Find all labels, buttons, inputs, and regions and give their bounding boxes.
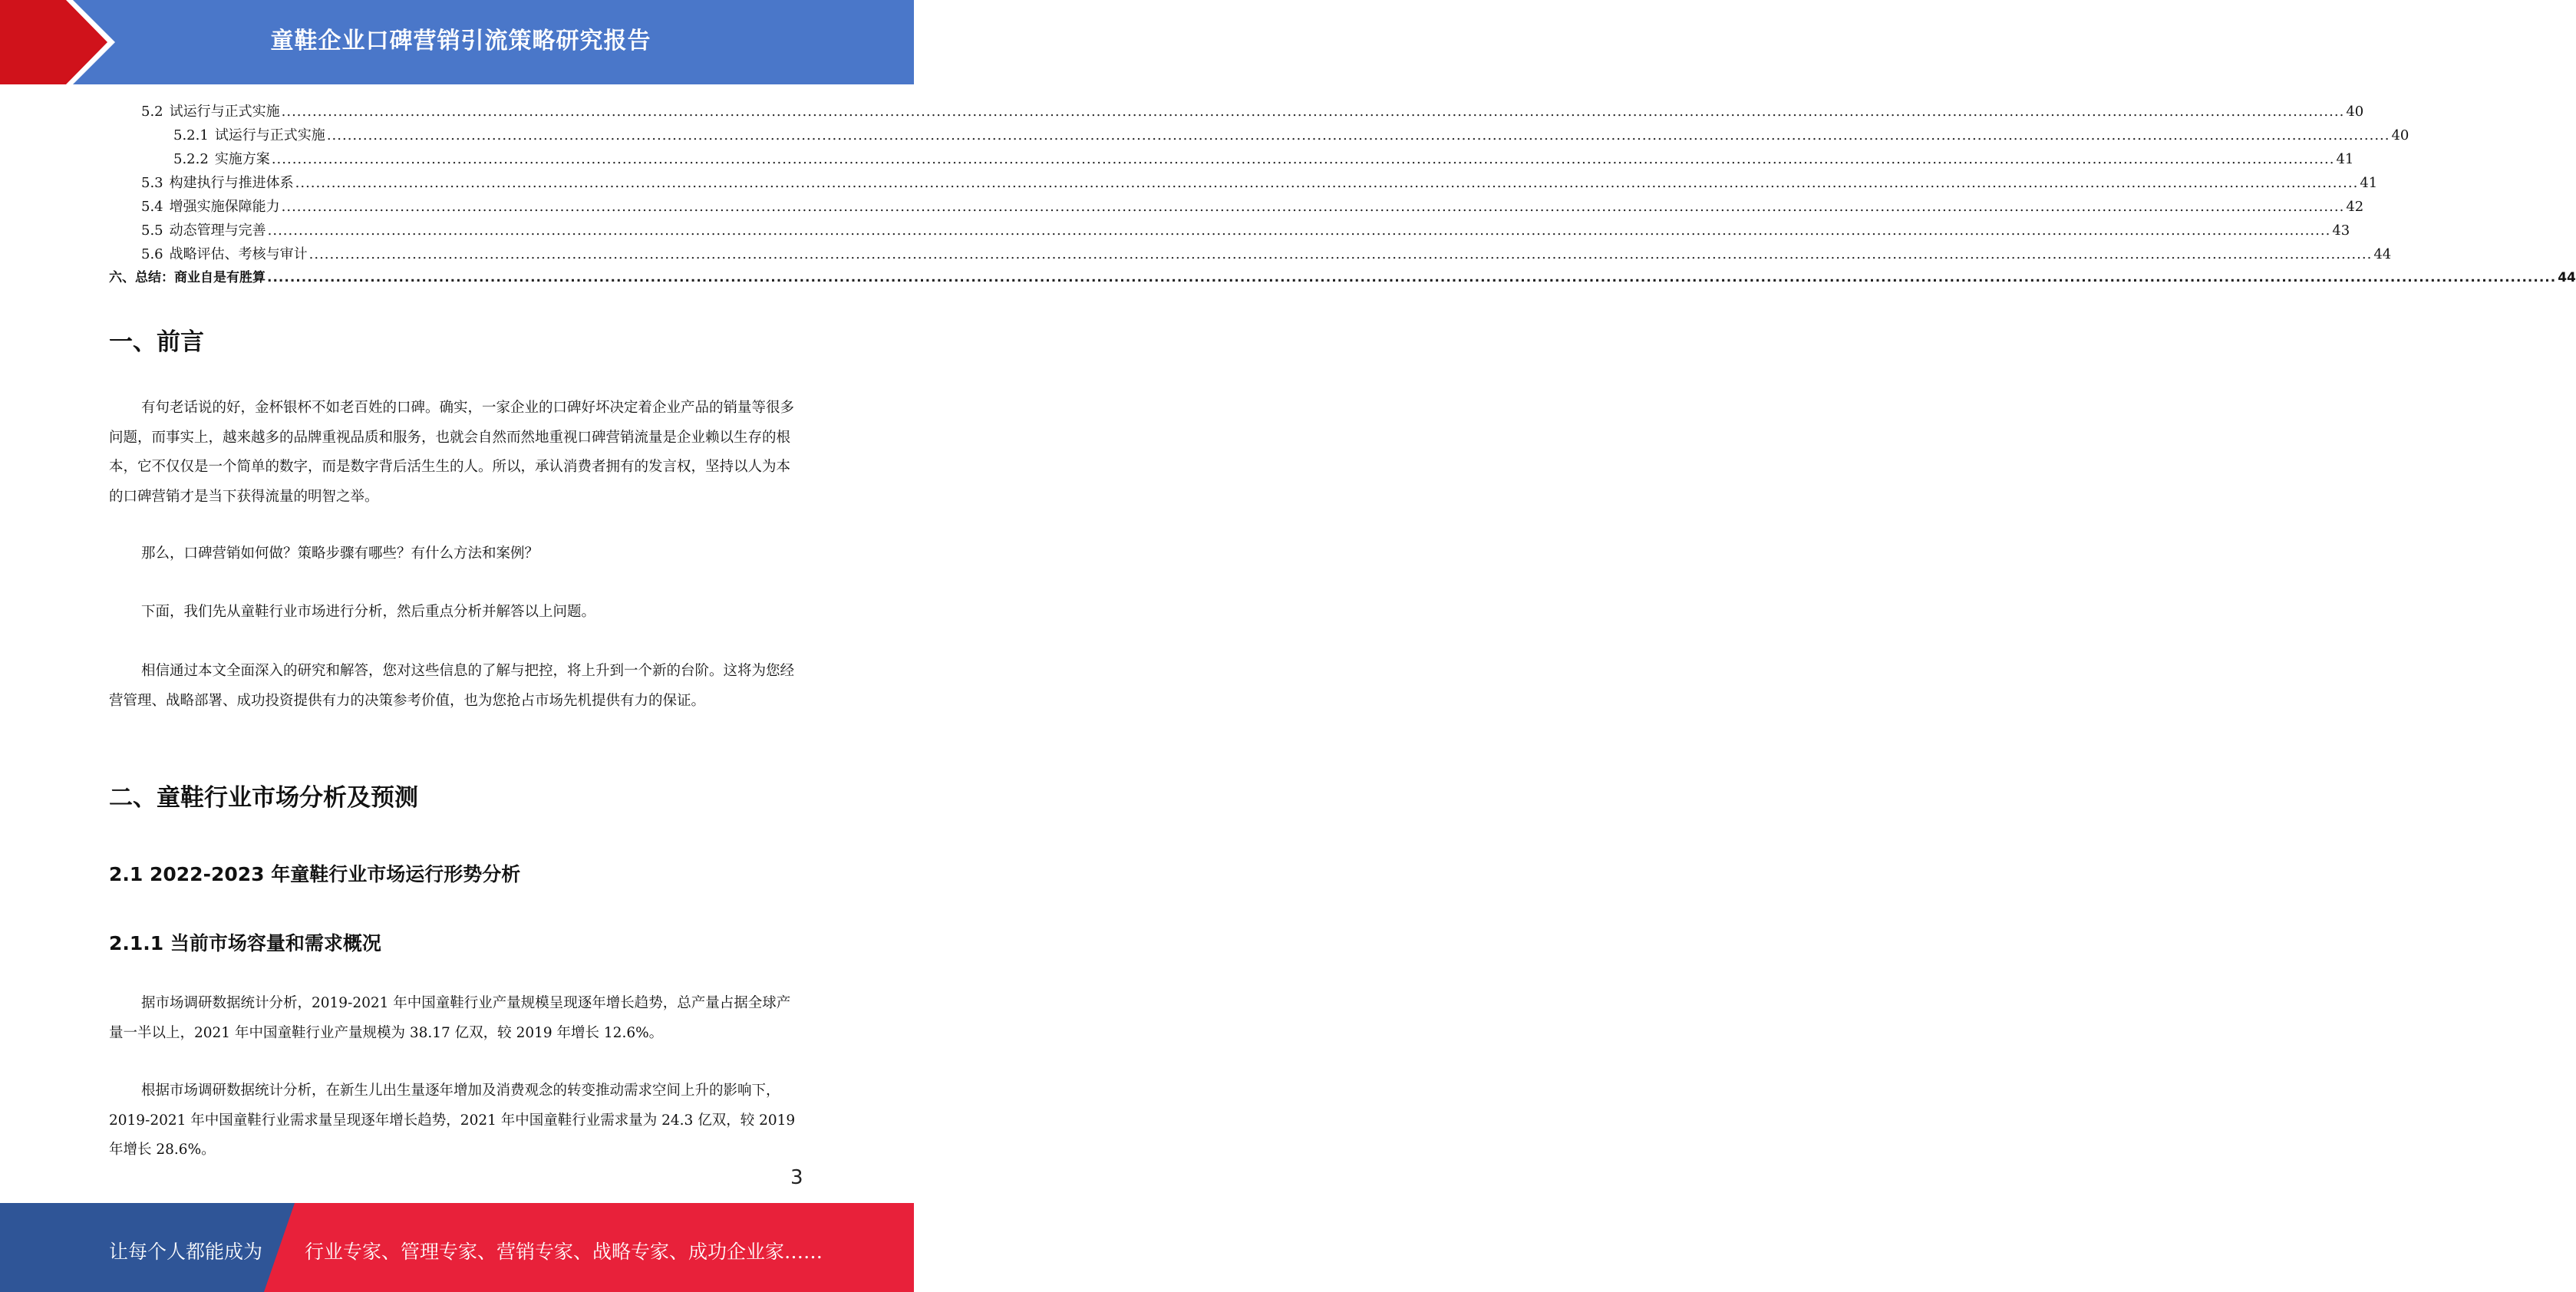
toc-entry-title: 六、总结：商业自是有胜算 [109, 270, 266, 285]
toc-leader-dots: ................................................................................................................................................................................................................................................................................................................................................................................................................ [326, 127, 2390, 143]
toc-entry-number: 5.6 [141, 246, 163, 262]
subsection-heading: 2.1 2022-2023 年童鞋行业市场运行形势分析 [109, 863, 521, 885]
page-header [0, 0, 914, 84]
toc-entry[interactable] [109, 100, 2364, 124]
toc-leader-dots: ................................................................................................................................................................................................................................................................................................................................................................................................................ [271, 151, 2335, 167]
toc-entry[interactable] [109, 195, 2364, 219]
toc-leader-dots: ................................................................................................................................................................................................................................................................................................................................................................................................................ [281, 104, 2345, 120]
toc-entry[interactable] [109, 266, 2576, 290]
toc-entry-page: 40 [2391, 127, 2409, 143]
toc-entry-number: 5.3 [141, 175, 163, 191]
toc-entry-title: 实施方案 [214, 151, 270, 167]
toc-entry[interactable] [109, 171, 2378, 195]
paragraph: 根据市场调研数据统计分析，在新生儿出生量逐年增加及消费观念的转变推动需求空间上升的影响下，2019-2021 年中国童鞋行业需求量呈现逐年增长趋势，2021 年中国童鞋行业需求量为 24.3 亿双，较 2019 年增长 28.6%。 [109, 1083, 796, 1158]
toc-leader-dots: ................................................................................................................................................................................................................................................................................................................................................................................................................ [267, 270, 2557, 285]
footer-slogan-left: 让每个人都能成为 [109, 1241, 263, 1263]
toc-entry-number: 5.4 [141, 199, 163, 215]
paragraph: 有句老话说的好，金杯银杯不如老百姓的口碑。确实，一家企业的口碑好坏决定着企业产品的销量等很多问题，而事实上，越来越多的品牌重视品质和服务，也就会自然而然地重视口碑营销流量是企业赖以生存的根本，它不仅仅是一个简单的数字，而是数字背后活生生的人。所以，承认消费者拥有的发言权，坚持以人为本的口碑营销才是当下获得流量的明智之举。 [109, 400, 795, 505]
toc-entry-number: 5.2.1 [173, 127, 209, 143]
paragraph: 下面，我们先从童鞋行业市场进行分析，然后重点分析并解答以上问题。 [141, 604, 596, 620]
toc-leader-dots: ................................................................................................................................................................................................................................................................................................................................................................................................................ [308, 246, 2373, 262]
toc-leader-dots: ................................................................................................................................................................................................................................................................................................................................................................................................................ [295, 175, 2359, 191]
toc-entry[interactable] [109, 124, 2409, 147]
toc-entry-page: 40 [2346, 104, 2364, 120]
toc-entry[interactable] [109, 242, 2392, 266]
toc-leader-dots: ................................................................................................................................................................................................................................................................................................................................................................................................................ [281, 199, 2345, 215]
toc-entry-page: 41 [2360, 175, 2378, 191]
toc-entry-page: 44 [2373, 246, 2392, 262]
toc-entry-title: 增强实施保障能力 [169, 199, 280, 215]
table-of-contents [109, 100, 2576, 290]
paragraph: 据市场调研数据统计分析，2019-2021 年中国童鞋行业产量规模呈现逐年增长趋势，总产量占据全球产量一半以上，2021 年中国童鞋行业产量规模为 38.17 亿双，较 2019 年增长 12.6%。 [109, 995, 791, 1041]
section-heading-market: 二、童鞋行业市场分析及预测 [109, 784, 418, 812]
paragraph: 那么，口碑营销如何做？策略步骤有哪些？有什么方法和案例？ [141, 545, 539, 562]
toc-entry-page: 43 [2332, 222, 2350, 239]
toc-entry[interactable] [109, 147, 2354, 171]
report-title: 童鞋企业口碑营销引流策略研究报告 [270, 28, 651, 54]
toc-entry-number: 5.2.2 [173, 151, 209, 167]
toc-entry-page: 44 [2558, 270, 2576, 285]
toc-leader-dots: ................................................................................................................................................................................................................................................................................................................................................................................................................ [267, 222, 2331, 239]
subsubsection-heading: 2.1.1 当前市场容量和需求概况 [109, 932, 381, 954]
section-heading-preface: 一、前言 [109, 328, 204, 356]
paragraph: 相信通过本文全面深入的研究和解答，您对这些信息的了解与把控，将上升到一个新的台阶。这将为您经营管理、战略部署、成功投资提供有力的决策参考价值，也为您抢占市场先机提供有力的保证。 [109, 663, 795, 709]
toc-entry[interactable] [109, 219, 2350, 242]
page-footer [0, 1203, 914, 1292]
page-number: 3 [790, 1166, 803, 1189]
footer-slogan-right: 行业专家、管理专家、营销专家、战略专家、成功企业家…… [305, 1241, 823, 1263]
toc-entry-page: 42 [2346, 199, 2364, 215]
toc-entry-title: 构建执行与推进体系 [169, 175, 294, 191]
toc-entry-number: 5.2 [141, 104, 163, 120]
toc-entry-title: 动态管理与完善 [169, 222, 266, 239]
toc-entry-number: 5.5 [141, 222, 163, 239]
toc-entry-title: 试运行与正式实施 [214, 127, 325, 143]
toc-entry-page: 41 [2336, 151, 2354, 167]
toc-entry-title: 战略评估、考核与审计 [169, 246, 308, 262]
toc-entry-title: 试运行与正式实施 [169, 104, 280, 120]
